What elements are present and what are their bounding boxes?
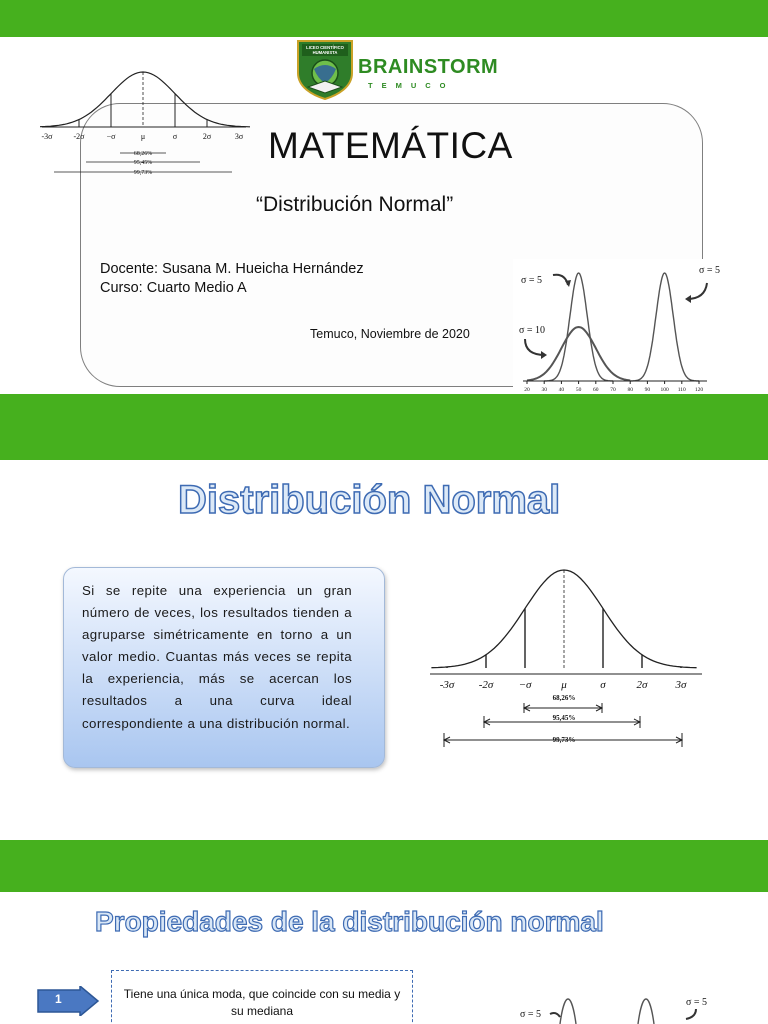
range-label-68-large: 68,26% [552, 694, 576, 702]
normal-curve-small [40, 63, 250, 185]
slide-2 [0, 460, 768, 840]
tick-label: σ [172, 132, 178, 141]
sigma-comparison-diagram-small [510, 987, 724, 1024]
page-title: MATEMÁTICA [268, 125, 513, 166]
range-label-95-large: 95,45% [552, 714, 576, 722]
axis-tick-label: 100 [660, 387, 669, 393]
sigma-label-small-left: σ = 5 [520, 1009, 542, 1020]
sigma-label-small-right: σ = 5 [686, 997, 708, 1008]
date-text: Temuco, Noviembre de 2020 [310, 327, 470, 341]
axis-tick-label: 30 [541, 387, 547, 393]
definition-text: Si se repite una experiencia un gran número de veces, los resultados tienden a agruparse simétricamente en torno a un valor medio. Cuantas más veces se repita la experiencia, más se acercan los resultados a una curva ideal correspondiente a una distribución normal. [82, 583, 352, 731]
slide3-title: Propiedades de la distribución normal [95, 906, 604, 937]
normal-curve-large [426, 560, 706, 750]
axis-tick-label: 20 [524, 387, 530, 393]
item-number: 1 [55, 992, 62, 1006]
range-label-99-large: 99,73% [552, 736, 576, 744]
axis-tick-label: 110 [677, 387, 686, 393]
range-label-68: 68,26% [133, 151, 153, 157]
tick-label: -3σ [439, 679, 455, 691]
property-box-1 [111, 970, 413, 1024]
logo-subtitle: TEMUCO [368, 81, 455, 90]
tick-label: σ [600, 679, 606, 691]
axis-tick-label: 40 [558, 387, 565, 393]
slide2-title: Distribución Normal [178, 478, 561, 522]
shield-text: LICEO CIENTÍFICO HUMANISTA [306, 45, 344, 55]
sigma-label-left-top: σ = 5 [521, 275, 543, 286]
page-subtitle: “Distribución Normal” [256, 193, 454, 216]
tick-label: μ [140, 132, 146, 141]
axis-tick-label: 80 [627, 387, 633, 393]
brainstorm-logo [296, 39, 499, 101]
logo-wordmark: BRAINSTORM [358, 56, 499, 78]
tick-label: 3σ [675, 679, 687, 691]
slide-1 [0, 37, 768, 394]
tick-label: 2σ [202, 132, 212, 141]
course-name: Curso: Cuarto Medio A [100, 280, 247, 296]
divider-green-bar-2 [0, 840, 768, 892]
divider-green-bar-1 [0, 394, 768, 460]
tick-label: -2σ [73, 132, 85, 141]
axis-tick-label: 90 [644, 387, 651, 393]
range-label-99: 99,73% [133, 170, 153, 176]
tick-label: -2σ [478, 679, 494, 691]
tick-label: 3σ [234, 132, 244, 141]
tick-label: -3σ [41, 132, 53, 141]
number-arrow-icon [36, 986, 100, 1016]
property-text-1: Tiene una única moda, que coincide con su media y su mediana [123, 987, 401, 1018]
sigma-comparison-diagram [513, 259, 727, 394]
tick-label: μ [561, 679, 567, 691]
slide-3 [0, 892, 768, 1024]
axis-tick-label: 120 [694, 387, 704, 393]
teacher-name: Docente: Susana M. Hueicha Hernández [100, 261, 364, 277]
top-green-bar [0, 0, 768, 37]
sigma-label-left-bottom: σ = 10 [519, 325, 546, 336]
tick-label: −σ [518, 679, 532, 691]
tick-label: 2σ [636, 679, 648, 691]
axis-tick-label: 50 [575, 387, 582, 393]
definition-box [63, 567, 385, 768]
range-label-95: 95,45% [133, 160, 153, 166]
axis-tick-label: 70 [610, 387, 616, 393]
tick-label: −σ [106, 132, 116, 141]
axis-tick-label: 60 [593, 387, 599, 393]
sigma-label-right: σ = 5 [699, 265, 721, 276]
